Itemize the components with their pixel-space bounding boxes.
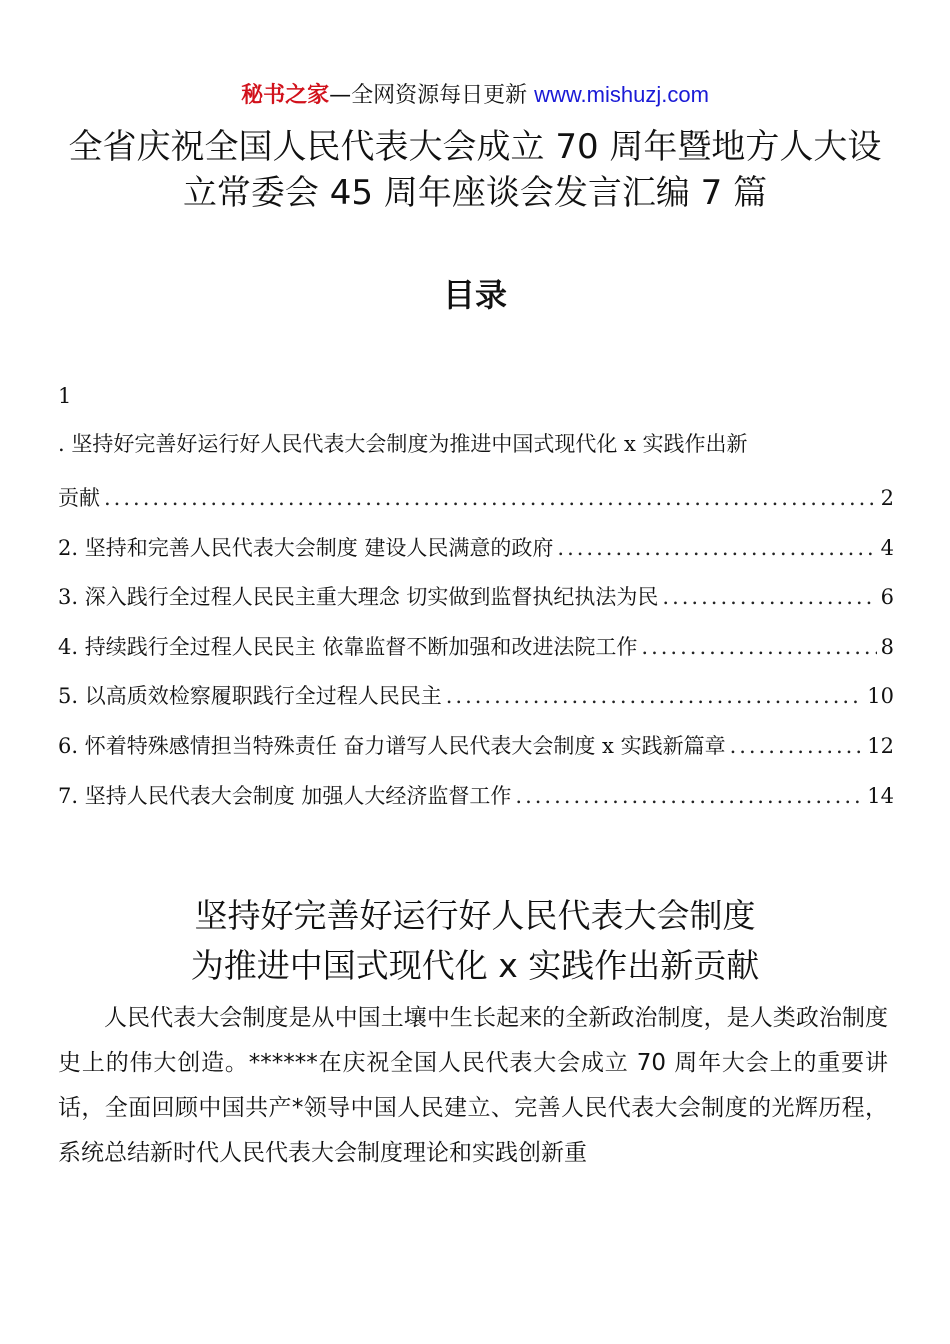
toc-leader-dots <box>515 772 863 822</box>
toc-item-page: 12 <box>867 733 894 758</box>
toc-item-page: 14 <box>867 783 894 808</box>
toc-item-1[interactable] <box>58 474 894 524</box>
toc-item-label: 5. 以高质效检察履职践行全过程人民民主 <box>58 684 442 709</box>
toc-item-1-label: 贡献 <box>58 486 100 510</box>
toc-item-1-page: 2 <box>880 486 894 510</box>
toc-item-7[interactable] <box>58 772 894 822</box>
toc-item-2[interactable] <box>58 524 894 574</box>
article-paragraph: 人民代表大会制度是从中国土壤中生长起来的全新政治制度，是人类政治制度史上的伟大创造。******在庆祝全国人民代表大会成立 70 周年大会上的重要讲话，全面回顾中国共产*领导中国人民建立、完善人民代表大会制度的光辉历程，系统总结新时代人民代表大会制度理论和实践创新重 <box>58 1005 888 1166</box>
toc-item-label: 2. 坚持和完善人民代表大会制度 建设人民满意的政府 <box>58 535 554 560</box>
toc-item-page: 4 <box>880 535 894 560</box>
site-tagline: —全网资源每日更新 <box>329 83 528 108</box>
toc-item-1-line-1[interactable]: . 坚持好完善好运行好人民代表大会制度为推进中国式现代化 x 实践作出新 <box>58 432 748 456</box>
toc-item-page: 8 <box>880 634 894 659</box>
article-title-line-1: 坚持好完善好运行好人民代表大会制度 <box>194 896 756 935</box>
document-title-line-2: 立常委会 45 周年座谈会发言汇编 7 篇 <box>182 173 768 213</box>
toc-item-label: 4. 持续践行全过程人民民主 依靠监督不断加强和改进法院工作 <box>58 634 638 659</box>
table-of-contents <box>58 378 894 821</box>
document-title-line-1: 全省庆祝全国人民代表大会成立 70 周年暨地方人大设 <box>68 127 882 167</box>
toc-leader-dots <box>557 524 876 574</box>
toc-item-4[interactable] <box>58 623 894 673</box>
article-title-line-2: 为推进中国式现代化 x 实践作出新贡献 <box>190 946 760 985</box>
toc-item-1-number: 1 <box>58 384 72 408</box>
toc-leader-dots <box>446 672 864 722</box>
site-brand: 秘书之家 <box>241 83 330 108</box>
toc-item-5[interactable] <box>58 672 894 722</box>
toc-leader-dots <box>641 623 876 673</box>
toc-item-page: 10 <box>867 684 894 709</box>
document-title <box>40 124 910 216</box>
site-url-link[interactable]: www.mishuzj.com <box>534 82 709 107</box>
article-title <box>0 891 950 991</box>
toc-leader-dots <box>662 573 876 623</box>
toc-item-page: 6 <box>880 585 894 610</box>
toc-item-label: 6. 怀着特殊感情担当特殊责任 奋力谱写人民代表大会制度 x 实践新篇章 <box>58 733 726 758</box>
toc-item-label: 3. 深入践行全过程人民民主重大理念 切实做到监督执纪执法为民 <box>58 585 659 610</box>
toc-item-6[interactable] <box>58 722 894 772</box>
toc-heading: 目录 <box>442 276 507 314</box>
toc-item-label: 7. 坚持人民代表大会制度 加强人大经济监督工作 <box>58 783 512 808</box>
toc-leader-dots <box>104 474 877 524</box>
toc-item-3[interactable] <box>58 573 894 623</box>
toc-leader-dots <box>730 722 864 772</box>
site-header <box>0 80 950 111</box>
